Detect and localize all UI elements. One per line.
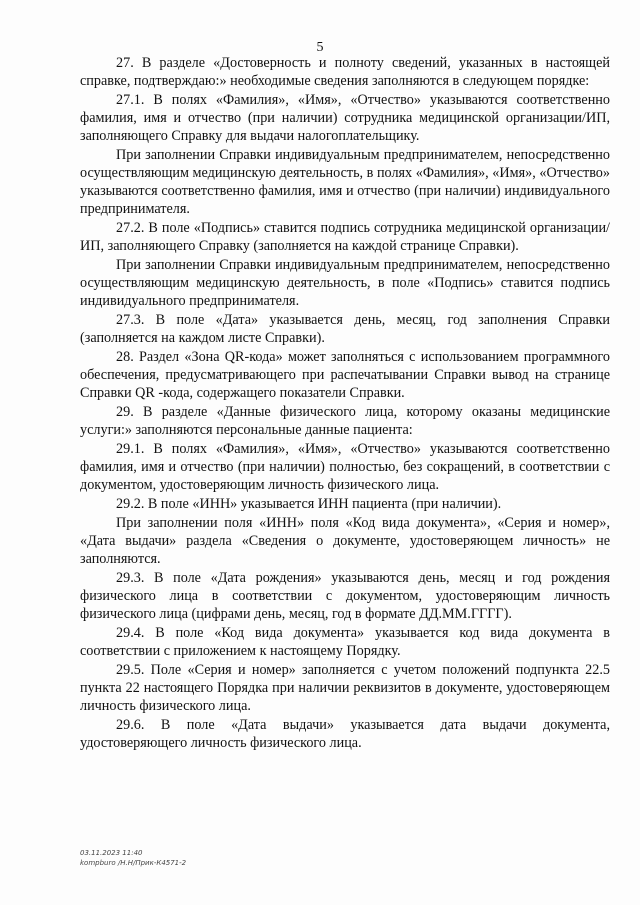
paragraph-27: 27. В разделе «Достоверность и полноту сведений, указанных в настоящей справке, подтверждаю:» необходимые сведения заполняются в следующем порядке: (80, 55, 610, 89)
footer-timestamp: 03.11.2023 11:40 (80, 849, 143, 857)
paragraph-27-3: 27.3. В поле «Дата» указывается день, месяц, год заполнения Справки (заполняется на каждом листе Справки). (80, 312, 610, 346)
paragraph-27-1: 27.1. В полях «Фамилия», «Имя», «Отчество» указываются соответственно фамилия, имя и отчество (при наличии) сотрудника медицинской организации/ИП, заполняющего Справку для выдачи налогоплательщику. (80, 92, 610, 144)
paragraph-29-2-note: При заполнении поля «ИНН» поля «Код вида документа», «Серия и номер», «Дата выдачи» раздела «Сведения о документе, удостоверяющем личность» не заполняются. (80, 515, 610, 567)
document-body (80, 54, 610, 753)
paragraph-29-2: 29.2. В поле «ИНН» указывается ИНН пациента (при наличии). (116, 496, 502, 512)
print-footer (80, 848, 186, 868)
paragraph-29-6: 29.6. В поле «Дата выдачи» указывается дата выдачи документа, удостоверяющего личность физического лица. (80, 717, 610, 751)
footer-file-ref: kompburo /Н.Н/Прик-К4571-2 (80, 859, 187, 867)
paragraph-29-4: 29.4. В поле «Код вида документа» указывается код вида документа в соответствии с приложением к настоящему Порядку. (80, 625, 610, 659)
paragraph-29: 29. В разделе «Данные физического лица, которому оказаны медицинские услуги:» заполняются персональные данные пациента: (80, 404, 610, 438)
page-number: 5 (316, 40, 324, 55)
paragraph-29-5: 29.5. Поле «Серия и номер» заполняется с учетом положений подпункта 22.5 пункта 22 настоящего Порядка при наличии реквизитов в документе, удостоверяющем личность физического лица. (80, 662, 610, 714)
paragraph-29-3: 29.3. В поле «Дата рождения» указываются день, месяц и год рождения физического лица в соответствии с документом, удостоверяющим личность физического лица (цифрами день, месяц, год в формате ДД.ММ.ГГГГ). (80, 570, 610, 622)
paragraph-27-1-ip: При заполнении Справки индивидуальным предпринимателем, непосредственно осуществляющим медицинскую деятельность, в полях «Фамилия», «Имя», «Отчество» указываются соответственно фамилия, имя и отчество (при наличии) индивидуального предпринимателя. (80, 147, 610, 217)
paragraph-29-1: 29.1. В полях «Фамилия», «Имя», «Отчество» указываются соответственно фамилия, имя и отчество (при наличии) полностью, без сокращений, в соответствии с документом, удостоверяющим личность физического лица. (80, 441, 610, 493)
paragraph-27-2: 27.2. В поле «Подпись» ставится подпись сотрудника медицинской организации/ИП, заполняющего Справку (заполняется на каждой странице Справки). (80, 220, 610, 254)
paragraph-28: 28. Раздел «Зона QR-кода» может заполняться с использованием программного обеспечения, предусматривающего при распечатывании Справки вывод на странице Справки QR -кода, содержащего показатели Справки. (80, 349, 610, 401)
paragraph-27-2-ip: При заполнении Справки индивидуальным предпринимателем, непосредственно осуществляющим медицинскую деятельность, в поле «Подпись» ставится подпись индивидуального предпринимателя. (80, 257, 610, 309)
